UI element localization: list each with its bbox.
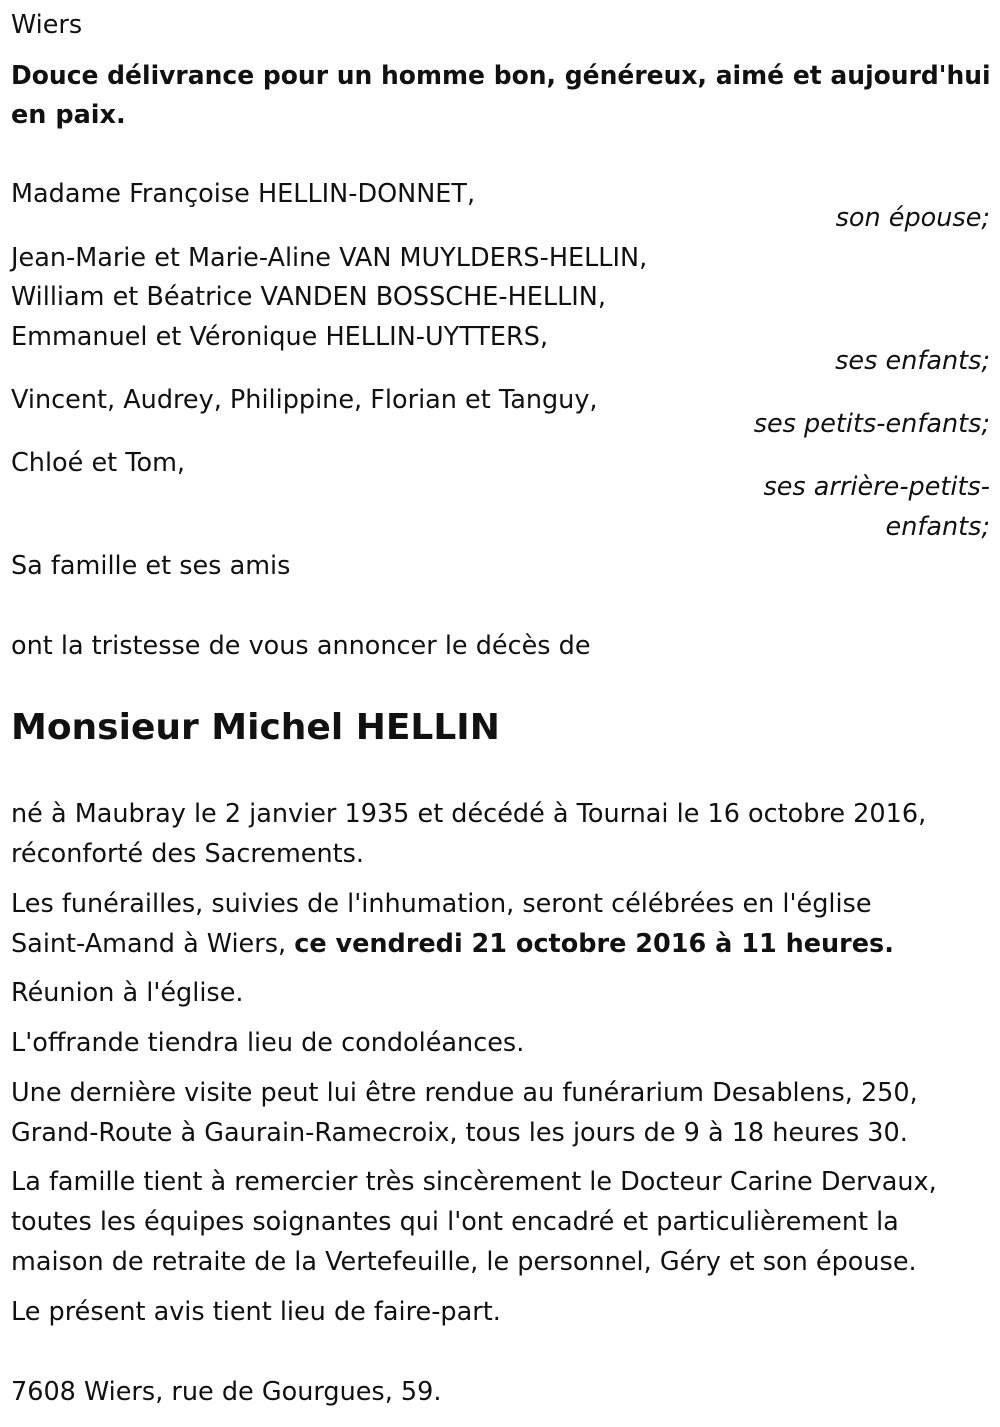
announcement: ont la tristesse de vous annoncer le décès de [11, 631, 591, 661]
epitaph-line-2: en paix. [11, 100, 126, 130]
grandchildren-relation: ses petits-enfants; [753, 409, 990, 439]
funeral-line-2 [11, 924, 894, 964]
spouse-relation: son épouse; [835, 203, 990, 233]
deceased-name: Monsieur Michel HELLIN [11, 707, 500, 748]
child-3: Emmanuel et Véronique HELLIN-UYTTERS, [11, 322, 549, 352]
birth-death-line-2: réconforté des Sacrements. [11, 839, 365, 869]
family-and-friends: Sa famille et ses amis [11, 551, 291, 581]
great-grandchildren: Chloé et Tom, [11, 448, 186, 478]
funeral-location: Saint-Amand à Wiers, [11, 929, 295, 959]
offering: L'offrande tiendra lieu de condoléances. [11, 1028, 525, 1058]
grandchildren: Vincent, Audrey, Philippine, Florian et Tanguy, [11, 385, 598, 415]
gathering: Réunion à l'église. [11, 978, 244, 1008]
funeral-datetime: ce vendredi 21 octobre 2016 à 11 heures. [294, 929, 894, 959]
epitaph-line-1: Douce délivrance pour un homme bon, généreux, aimé et aujourd'hui [11, 61, 991, 91]
thanks-line-2: toutes les équipes soignantes qui l'ont encadré et particulièrement la [11, 1207, 899, 1237]
visit-line-1: Une dernière visite peut lui être rendue au funérarium Desablens, 250, [11, 1078, 918, 1108]
address: 7608 Wiers, rue de Gourgues, 59. [11, 1377, 442, 1407]
spouse-name: Madame Françoise HELLIN-DONNET, [11, 179, 476, 209]
visit-line-2: Grand-Route à Gaurain-Ramecroix, tous les jours de 9 à 18 heures 30. [11, 1118, 908, 1148]
funeral-line-1: Les funérailles, suivies de l'inhumation, seront célébrées en l'église [11, 889, 872, 919]
great-grandchildren-relation-1: ses arrière-petits- [763, 472, 990, 502]
children-relation: ses enfants; [835, 346, 990, 376]
thanks-line-1: La famille tient à remercier très sincèrement le Docteur Carine Dervaux, [11, 1167, 937, 1197]
notice: Le présent avis tient lieu de faire-part. [11, 1297, 501, 1327]
thanks-line-3: maison de retraite de la Vertefeuille, le personnel, Géry et son épouse. [11, 1247, 917, 1277]
child-1: Jean-Marie et Marie-Aline VAN MUYLDERS-HELLIN, [11, 243, 648, 273]
child-2: William et Béatrice VANDEN BOSSCHE-HELLIN, [11, 282, 606, 312]
birth-death-line-1: né à Maubray le 2 janvier 1935 et décédé à Tournai le 16 octobre 2016, [11, 799, 927, 829]
great-grandchildren-relation-2: enfants; [885, 512, 990, 542]
location-header: Wiers [11, 10, 83, 40]
